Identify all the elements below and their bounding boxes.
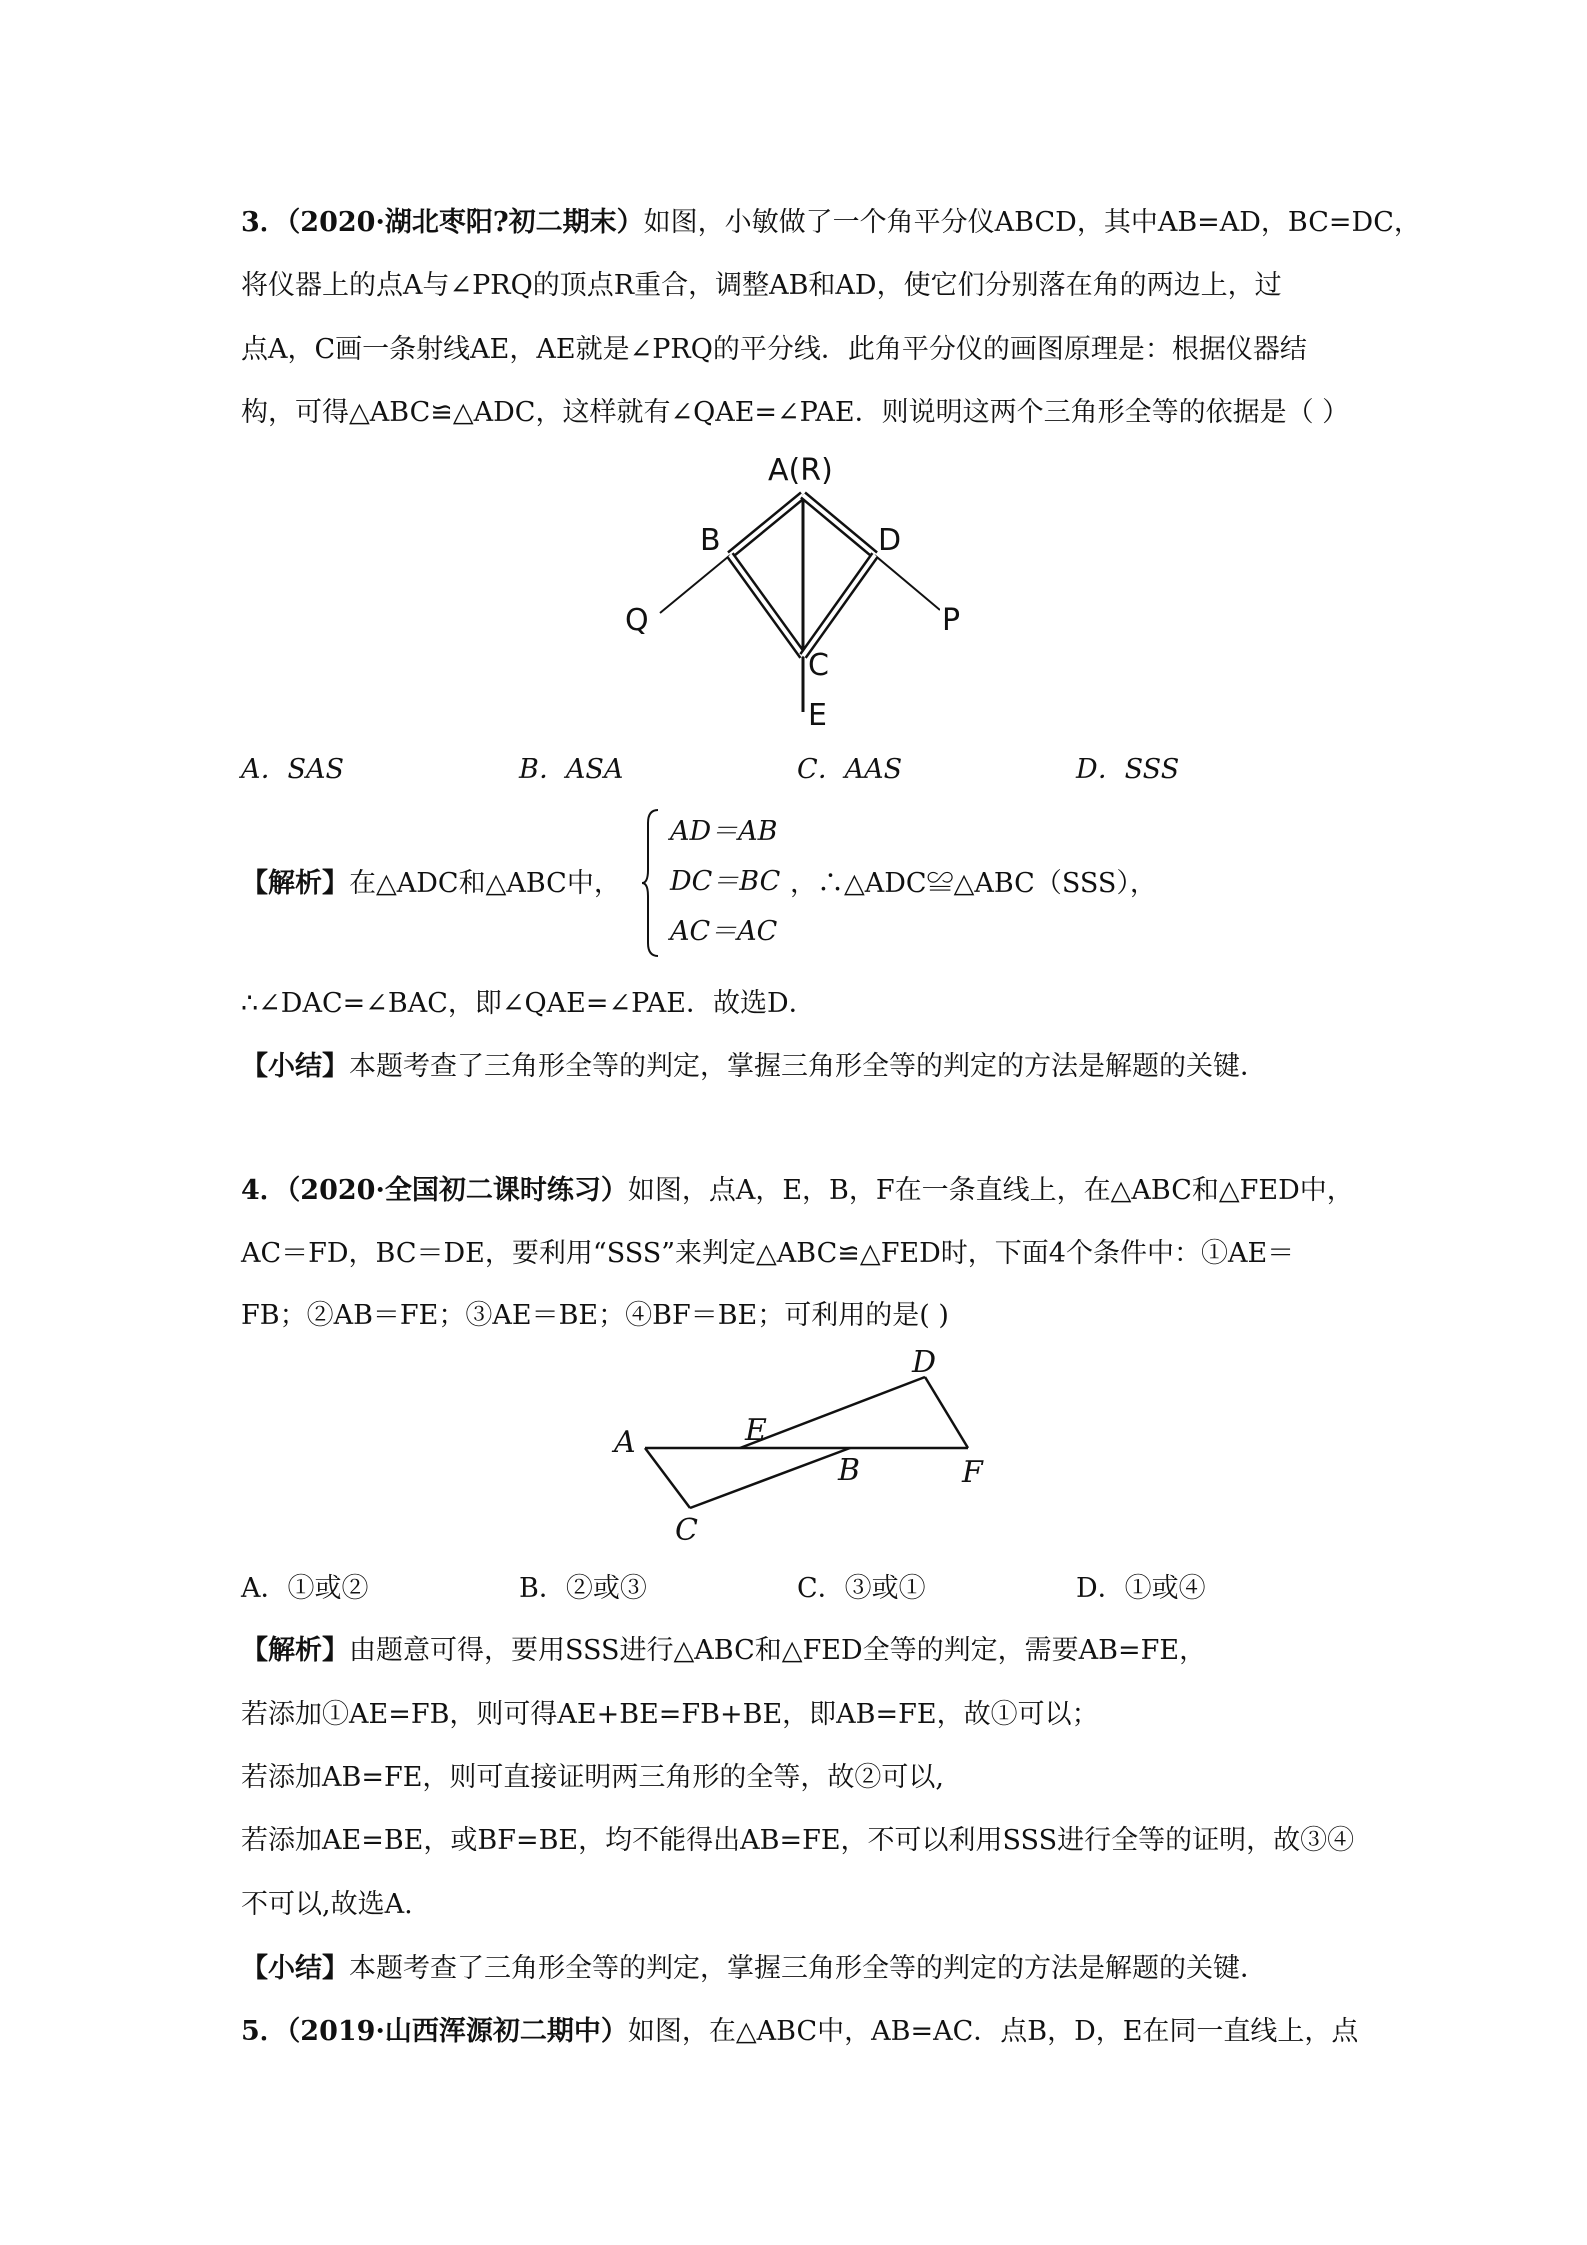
q3-summary-text: 本题考查了三角形全等的判定，掌握三角形全等的判定的方法是解题的关键． <box>349 1051 1267 1082</box>
label-f: F <box>962 1455 983 1490</box>
label-q: Q <box>625 603 649 638</box>
q3-system-brace <box>640 808 660 958</box>
q4-analysis-line-5: 不可以,故选A. <box>241 1889 413 1920</box>
q3-analysis-tail: ，∴△ADC≌△ABC（SSS）， <box>790 868 1157 899</box>
q3-number: 3． <box>241 207 287 238</box>
label-p-visible: P <box>942 603 961 638</box>
q4-text-1: 如图，点A，E，B，F在一条直线上，在△ABC和△FED中， <box>627 1175 1354 1206</box>
segment-ed <box>740 1377 925 1448</box>
q4-option-c[interactable]: C．③或① <box>797 1573 926 1604</box>
q3-text-1: 如图，小敏做了一个角平分仪ABCD，其中AB=AD，BC=DC， <box>643 207 1421 238</box>
q4-line-2: AC＝FD，BC＝DE，要利用“SSS”来判定△ABC≌△FED时，下面4个条件中：①AE＝ <box>241 1238 1295 1269</box>
q3-source: （2020·湖北枣阳?初二期末） <box>286 207 644 238</box>
q3-line-1 <box>241 205 1421 241</box>
q3-option-c[interactable]: C．AAS <box>797 754 903 785</box>
q5-number: 5． <box>241 2016 287 2047</box>
q3-system-eq-1: AD＝AB <box>670 816 778 847</box>
q4-option-b[interactable]: B．②或③ <box>519 1573 647 1604</box>
q3-summary-tag: 【小结】 <box>241 1051 349 1082</box>
label-b: B <box>838 1453 861 1488</box>
label-c: C <box>675 1513 698 1548</box>
segment-df <box>925 1377 968 1448</box>
label-a: A(R) <box>768 453 833 488</box>
q4-summary-text: 本题考查了三角形全等的判定，掌握三角形全等的判定的方法是解题的关键． <box>349 1953 1267 1984</box>
label-b: B <box>700 523 721 558</box>
q3-line-4: 构，可得△ABC≌△ADC，这样就有∠QAE=∠PAE．则说明这两个三角形全等的依据是（ ） <box>241 397 1350 428</box>
q5-source: （2019·山西浑源初二期中） <box>286 2016 628 2047</box>
q4-line-3: FB；②AB＝FE；③AE＝BE；④BF＝BE；可利用的是( ) <box>241 1300 949 1331</box>
q4-analysis-line-1 <box>241 1633 1206 1669</box>
q3-system-eq-3: AC＝AC <box>670 916 778 947</box>
label-e: E <box>745 1413 767 1448</box>
q4-triangles-figure <box>600 1340 1000 1560</box>
q4-summary-tag: 【小结】 <box>241 1953 349 1984</box>
q4-option-d[interactable]: D．①或④ <box>1076 1573 1206 1604</box>
label-d: D <box>912 1345 937 1380</box>
label-a: A <box>614 1425 636 1460</box>
q4-number: 4． <box>241 1175 287 1206</box>
segment-cb <box>690 1448 850 1508</box>
q4-source: （2020·全国初二课时练习） <box>286 1175 628 1206</box>
q5-line-1 <box>241 2014 1358 2050</box>
q4-summary <box>241 1951 1267 1987</box>
q4-analysis-text-1: 由题意可得，要用SSS进行△ABC和△FED全等的判定，需要AB=FE， <box>349 1635 1207 1666</box>
q3-analysis-line-2: ∴∠DAC=∠BAC，即∠QAE=∠PAE．故选D． <box>241 988 816 1019</box>
q4-analysis-tag: 【解析】 <box>241 1635 349 1666</box>
q4-analysis-line-4: 若添加AE=BE，或BF=BE，均不能得出AB=FE，不可以利用SSS进行全等的证明，故③④ <box>241 1825 1355 1856</box>
q5-text-1: 如图，在△ABC中，AB=AC．点B，D，E在同一直线上，点 <box>627 2016 1359 2047</box>
label-c: C <box>808 648 829 683</box>
q3-line-3: 点A，C画一条射线AE，AE就是∠PRQ的平分线．此角平分仪的画图原理是：根据仪器结 <box>241 334 1307 365</box>
q4-analysis-line-2: 若添加①AE=FB，则可得AE+BE=FB+BE，即AB=FE，故①可以； <box>241 1699 1099 1730</box>
q3-option-b[interactable]: B．ASA <box>519 754 624 785</box>
q3-label-p-overlay <box>940 600 980 640</box>
q3-analysis-line-1 <box>241 866 621 902</box>
label-d: D <box>878 523 902 558</box>
q3-option-d[interactable]: D．SSS <box>1076 754 1180 785</box>
q3-option-a[interactable]: A．SAS <box>241 754 344 785</box>
q3-line-2: 将仪器上的点A与∠PRQ的顶点R重合，调整AB和AD，使它们分别落在角的两边上，过 <box>241 270 1282 301</box>
q3-summary <box>241 1049 1267 1085</box>
q3-system-eq-2: DC＝BC <box>670 866 781 897</box>
q3-analysis-tag: 【解析】 <box>241 868 349 899</box>
label-e: E <box>808 698 827 730</box>
q3-analysis-lead: 在△ADC和△ABC中， <box>349 868 621 899</box>
q4-line-1 <box>241 1173 1354 1209</box>
q3-angle-bisector-figure <box>600 450 940 730</box>
q4-option-a[interactable]: A．①或② <box>241 1573 369 1604</box>
q4-analysis-line-3: 若添加AB=FE，则可直接证明两三角形的全等，故②可以, <box>241 1762 944 1793</box>
segment-ac <box>645 1448 690 1508</box>
